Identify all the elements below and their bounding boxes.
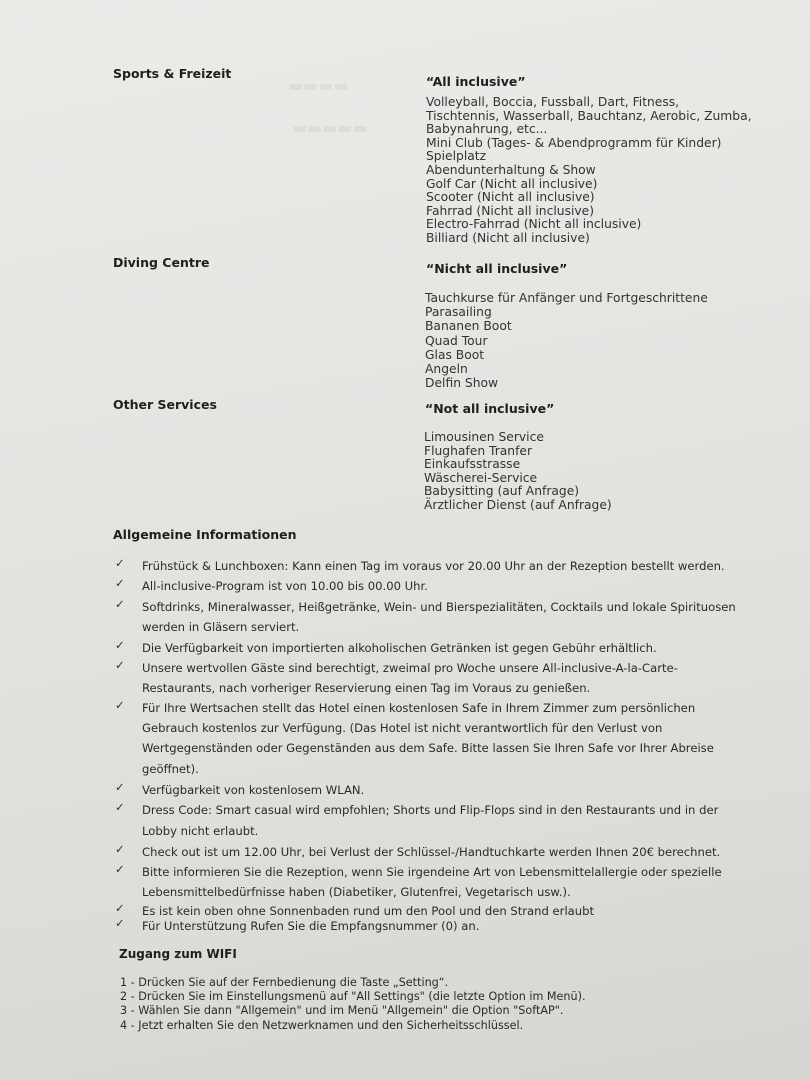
list-item: Einkaufsstrasse xyxy=(424,457,521,472)
list-item: Billiard (Nicht all inclusive) xyxy=(426,230,590,245)
section-title-other: Other Services xyxy=(113,397,217,412)
checkmark-icon: ✓ xyxy=(115,916,125,930)
show-through-mark: ▬▬▬▬ xyxy=(288,76,349,95)
info-line: Bitte informieren Sie die Rezeption, wenn Sie irgendeine Art von Lebensmittelallergie oder spezielle xyxy=(142,865,722,879)
checkmark-icon: ✓ xyxy=(115,780,125,794)
list-item: Flughafen Tranfer xyxy=(424,443,533,458)
list-item: Babynahrung, etc... xyxy=(426,122,548,137)
info-line: Unsere wertvollen Gäste sind berechtigt, zweimal pro Woche unsere All-inclusive-A-la-Carte- xyxy=(142,661,678,675)
info-line: Frühstück & Lunchboxen: Kann einen Tag im voraus vor 20.00 Uhr an der Rezeption bestellt werden. xyxy=(142,559,725,573)
show-through-mark: ▬▬▬▬▬ xyxy=(292,118,368,137)
info-line: Die Verfügbarkeit von importierten alkoholischen Getränken ist gegen Gebühr erhältlich. xyxy=(142,641,657,655)
wifi-steps xyxy=(120,976,586,1033)
info-line: Check out ist um 12.00 Uhr, bei Verlust der Schlüssel-/Handtuchkarte werden Ihnen 20€ berechnet. xyxy=(142,845,721,859)
section-title-diving: Diving Centre xyxy=(113,255,210,270)
info-line: Wertgegenständen oder Gegenständen aus dem Safe. Bitte lassen Sie Ihren Safe vor Ihrer Abreise xyxy=(142,741,714,755)
info-line: Verfügbarkeit von kostenlosem WLAN. xyxy=(142,783,365,797)
list-item: Limousinen Service xyxy=(424,430,544,444)
info-line: Dress Code: Smart casual wird empfohlen; Shorts und Flip-Flops sind in den Restaurants und in der xyxy=(142,803,719,817)
checkmark-icon: ✓ xyxy=(115,556,125,570)
info-line: Für Unterstützung Rufen Sie die Empfangsnummer (0) an. xyxy=(142,919,480,933)
wifi-step: 3 - Wählen Sie dann "Allgemein" und im Menü "Allgemein" die Option "SoftAP". xyxy=(120,1004,564,1018)
checkmark-icon: ✓ xyxy=(115,698,125,712)
info-line: Gebrauch kostenlos zur Verfügung. (Das Hotel ist nicht verantwortlich für den Verlust von xyxy=(142,721,663,735)
checkmark-icon: ✓ xyxy=(115,597,125,611)
info-line: werden in Gläsern serviert. xyxy=(142,620,300,634)
wifi-step: 2 - Drücken Sie im Einstellungsmenü auf "All Settings" (die letzte Option im Menü). xyxy=(120,990,586,1004)
checkmark-icon: ✓ xyxy=(115,638,125,652)
list-item: Ärztlicher Dienst (auf Anfrage) xyxy=(424,497,612,512)
list-item: Golf Car (Nicht all inclusive) xyxy=(426,176,598,191)
list-item: Babysitting (auf Anfrage) xyxy=(424,484,580,499)
section-title-sports: Sports & Freizeit xyxy=(113,66,232,81)
diving-heading: “Nicht all inclusive” xyxy=(426,261,568,276)
list-item: Volleyball, Boccia, Fussball, Dart, Fitness, xyxy=(426,95,680,109)
info-line: Softdrinks, Mineralwasser, Heißgetränke, Wein- und Bierspezialitäten, Cocktails und lokale Spirituosen xyxy=(142,600,736,614)
list-item: Electro-Fahrrad (Nicht all inclusive) xyxy=(426,217,642,232)
info-line: geöffnet). xyxy=(142,762,199,776)
list-item: Mini Club (Tages- & Abendprogramm für Kinder) xyxy=(426,135,722,150)
checkmark-icon: ✓ xyxy=(115,842,125,856)
info-line: Es ist kein oben ohne Sonnenbaden rund um den Pool und den Strand erlaubt xyxy=(142,904,595,918)
list-item: Tauchkurse für Anfänger und Fortgeschrittene xyxy=(425,291,708,305)
section-title-general: Allgemeine Informationen xyxy=(113,527,297,542)
list-item: Tischtennis, Wasserball, Bauchtanz, Aerobic, Zumba, xyxy=(426,108,752,123)
info-line: All-inclusive-Program ist von 10.00 bis 00.00 Uhr. xyxy=(142,579,428,593)
sports-item-list xyxy=(426,96,752,246)
list-item: Fahrrad (Nicht all inclusive) xyxy=(426,203,595,218)
list-item: Glas Boot xyxy=(425,347,485,362)
list-item: Quad Tour xyxy=(425,333,488,348)
info-line: Lebensmittelbedürfnisse haben (Diabetiker, Glutenfrei, Vegetarisch usw.). xyxy=(142,885,571,899)
info-line: Restaurants, nach vorheriger Reservierung einen Tag im Voraus zu genießen. xyxy=(142,681,591,695)
section-title-wifi: Zugang zum WIFI xyxy=(119,947,237,961)
list-item: Delfin Show xyxy=(425,376,499,391)
checkmark-icon: ✓ xyxy=(115,658,125,672)
diving-item-list xyxy=(425,291,708,390)
general-info-list xyxy=(115,556,805,936)
info-line: Lobby nicht erlaubt. xyxy=(142,824,259,838)
checkmark-icon: ✓ xyxy=(115,901,125,915)
info-line: Für Ihre Wertsachen stellt das Hotel einen kostenlosen Safe in Ihrem Zimmer zum persönlichen xyxy=(142,701,696,715)
list-item: Angeln xyxy=(425,362,468,377)
list-item: Parasailing xyxy=(425,305,492,320)
list-item: Wäscherei-Service xyxy=(424,470,538,485)
list-item: Bananen Boot xyxy=(425,319,512,334)
list-item: Abendunterhaltung & Show xyxy=(426,162,596,177)
sports-heading: “All inclusive” xyxy=(426,74,526,89)
wifi-step: 4 - Jetzt erhalten Sie den Netzwerknamen und den Sicherheitsschlüssel. xyxy=(120,1018,524,1032)
checkmark-icon: ✓ xyxy=(115,862,125,876)
checkmark-icon: ✓ xyxy=(115,800,125,814)
list-item: Spielplatz xyxy=(426,149,487,164)
other-item-list xyxy=(424,431,612,513)
other-heading: “Not all inclusive” xyxy=(425,401,555,416)
checkmark-icon: ✓ xyxy=(115,576,125,590)
wifi-step: 1 - Drücken Sie auf der Fernbedienung die Taste „Setting“. xyxy=(120,976,449,989)
list-item: Scooter (Nicht all inclusive) xyxy=(426,190,595,205)
